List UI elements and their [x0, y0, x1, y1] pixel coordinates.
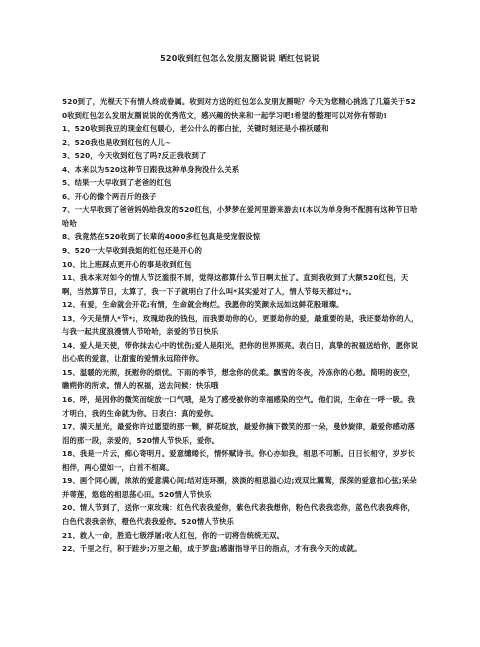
list-item: 21、救人一命，胜造七级浮屠;收人红包，你的一切将告统统无双。 — [62, 530, 285, 540]
list-item: 14、爱人是天使，带你抹去心中的忧伤;爱人是阳光，把你的世界照亮。表白日，真挚的祝福送给你，愿你说出心底的爱意，让甜蜜的爱情永远陪伴你。 — [62, 340, 419, 364]
document-title: 520收到红包怎么发朋友圈说说 晒红包说说 — [160, 54, 320, 63]
list-item: 19、画个同心圆，浓浓的爱意满心间;结对连环圈，淡淡的相思溢心边;戏双比翼鸳，深深的爱意扣心弦;采朵并蒂莲，悠悠的相思荡心田。520情人节快乐 — [62, 476, 417, 499]
list-item: 18、我是一片云，痴心寄明月。爱意缱绻长，情怀赋诗书。你心亦如我，相思不可断。日日长相守，岁岁长相伴，两心望如一，白首不相离。 — [62, 449, 416, 472]
list-item: 17、满天星光，最爱你许过愿望的那一颗，鲜花绽放，最爱你摘下微笑的那一朵，曼妙旋律，最爱你感动落泪的那一段，亲爱的，520情人节快乐，爱你。 — [62, 422, 416, 445]
list-item: 2、520我也是收到红包的人儿~ — [62, 137, 172, 147]
list-item: 16、呼，是因你的微笑而绽放一口气哦，是为了感受被你的幸福感染的空气。他们说，生命在一呼一吸。我才明白，我的生命就为你。日表白：真的爱你。 — [62, 395, 416, 418]
list-item: 20、情人节到了，送你一束玫瑰：红色代表我爱你，紫色代表我想你，粉色代表我恋你，蓝色代表我疼你，白色代表我亲你，橙色代表我爱你。520情人节快乐 — [62, 503, 416, 526]
list-item: 7、一大早收到了爸爸妈妈给我发的520红包，小梦梦在爱河里游来游去!(本以为单身狗不配拥有这种节日哈哈哈 — [62, 205, 418, 228]
document-body — [62, 95, 420, 556]
list-item: 22、千里之行，积于跬步;万里之船，成于罗盘;感谢指导平日的指点，才有我今天的成就。 — [62, 544, 362, 554]
list-item: 5、结果一大早收到了老爸的红包 — [62, 178, 172, 188]
list-item: 9、520一大早收到我姐的红包还是开心的 — [62, 246, 203, 256]
list-item: 8、我竟然在520收到了长辈的4000多红包真是受宠假设惊 — [62, 232, 261, 242]
intro-paragraph: 520到了，光棍天下有情人终成眷属。收到对方送的红包怎么发朋友圈呢？今天为您精心挑选了几篇关于520收到红包怎么发朋友圈说说的优秀范文，感兴趣的快来和一起学习吧!希望的整理可以对你有帮助! — [62, 97, 416, 120]
list-item: 15、温暖的光照，抚慰你的烦忧。下雨的季节，想念你的优柔。飘雪的冬夜，冷冻你的心愁。简明的夜空，瞻朔你的所求。情人的祝福，送去问候：快乐哦 — [62, 367, 416, 391]
list-item: 12、有爱，生命就会开花;有情，生命就会绚烂。我愿你的笑颜永远如这鲜花般璀璨。 — [62, 300, 344, 310]
list-item: 4、本来以为520这种节日跟我这种单身狗没什么关系 — [62, 164, 240, 174]
list-item: 10、比上班踩点更开心的事是收到红包 — [62, 259, 192, 269]
list-item: 13、今天是情人*节*;，玫瑰劫我的钱包，而我要劫你的心，更要劫你的爱，最重要的是，我还要劫你的人，与我一起共度浪漫情人节哈哈，亲爱的节日快乐 — [62, 313, 419, 337]
list-item: 1、520收到我豆的现金红包暖心，老公什么的都白扯，关键时刻还是小棉袄暖和 — [62, 124, 329, 134]
list-item: 3、520，今天收到红包了吗?反正我收到了 — [62, 151, 207, 161]
list-item: 6、开心的像个两百斤的孩子 — [62, 191, 157, 201]
list-item: 11、我本来对如今的情人节泛滥很不屑，觉得这都算什么节日啊太扯了。直到我收到了大额520红包，天啊，当然算节日，太算了，我一下子就明白了什么叫*其实爱对了人，情人节每天都过*;。 — [62, 273, 409, 296]
